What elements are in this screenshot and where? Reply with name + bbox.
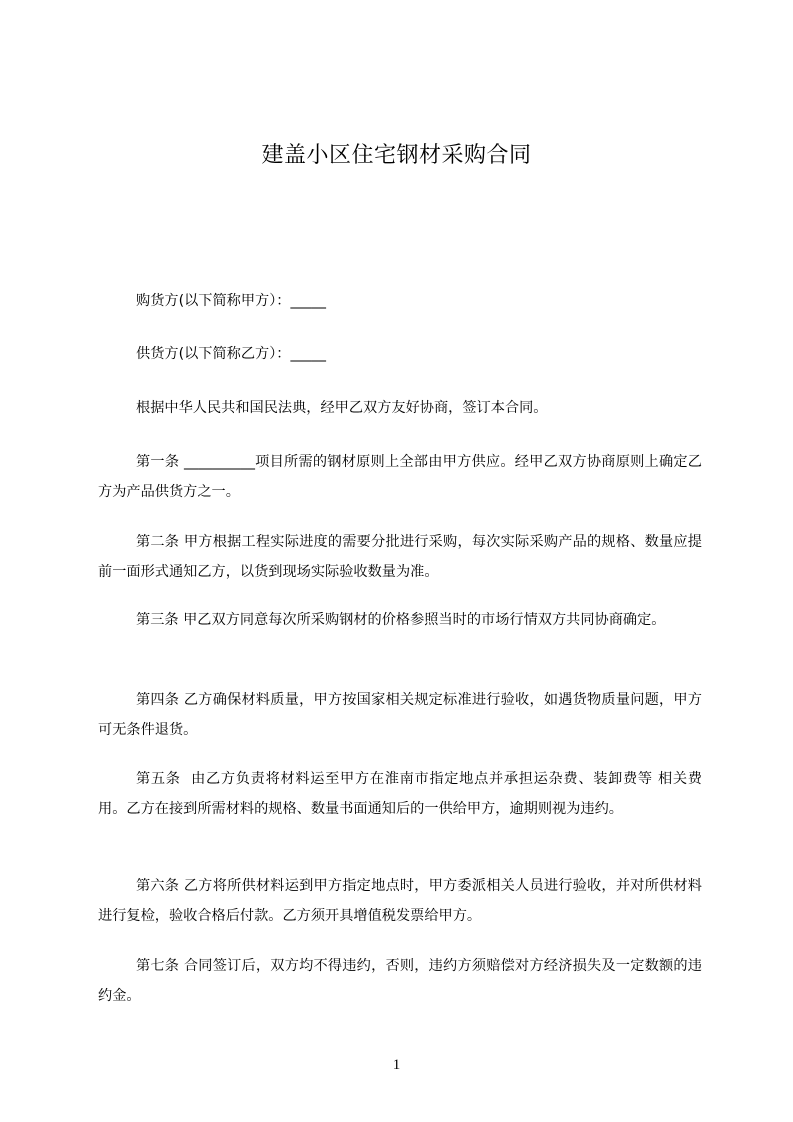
paragraph-article-3: 第三条 甲乙双方同意每次所采购钢材的价格参照当时的市场行情双方共同协商确定。 (136, 612, 666, 628)
paragraph-article-4: 第四条 乙方确保材料质量，甲方按国家相关规定标准进行验收，如遇货物质量问题，甲方可无条件退货。 (98, 692, 702, 738)
paragraph-article-5: 第五条 由乙方负责将材料运至甲方在淮南市指定地点并承担运杂费、装卸费等 相关费用。乙方在接到所需材料的规格、数量书面通知后的一供给甲方，逾期则视为违约。 (98, 771, 702, 817)
paragraph-supplier: 供货方(以下简称乙方）：_____ (136, 346, 326, 362)
paragraph-preamble: 根据中华人民共和国民法典，经甲乙双方友好协商，签订本合同。 (136, 400, 548, 416)
paragraph-article-6: 第六条 乙方将所供材料运到甲方指定地点时，甲方委派相关人员进行验收，并对所供材料进行复检，验收合格后付款。乙方须开具增值税发票给甲方。 (98, 878, 702, 924)
paragraph-article-2: 第二条 甲方根据工程实际进度的需要分批进行采购，每次实际采购产品的规格、数量应提前一面形式通知乙方，以货到现场实际验收数量为准。 (98, 534, 702, 580)
paragraph-buyer: 购货方(以下简称甲方）：_____ (136, 293, 326, 309)
document-title: 建盖小区住宅钢材采购合同 (261, 143, 532, 168)
paragraph-article-7: 第七条 合同签订后，双方均不得违约，否则，违约方须赔偿对方经济损失及一定数额的违约金。 (98, 958, 702, 1004)
paragraph-article-1: 第一条 __________项目所需的钢材原则上全部由甲方供应。经甲乙双方协商原则上确定乙方为产品供货方之一。 (98, 454, 702, 500)
page-number: 1 (392, 1057, 401, 1073)
